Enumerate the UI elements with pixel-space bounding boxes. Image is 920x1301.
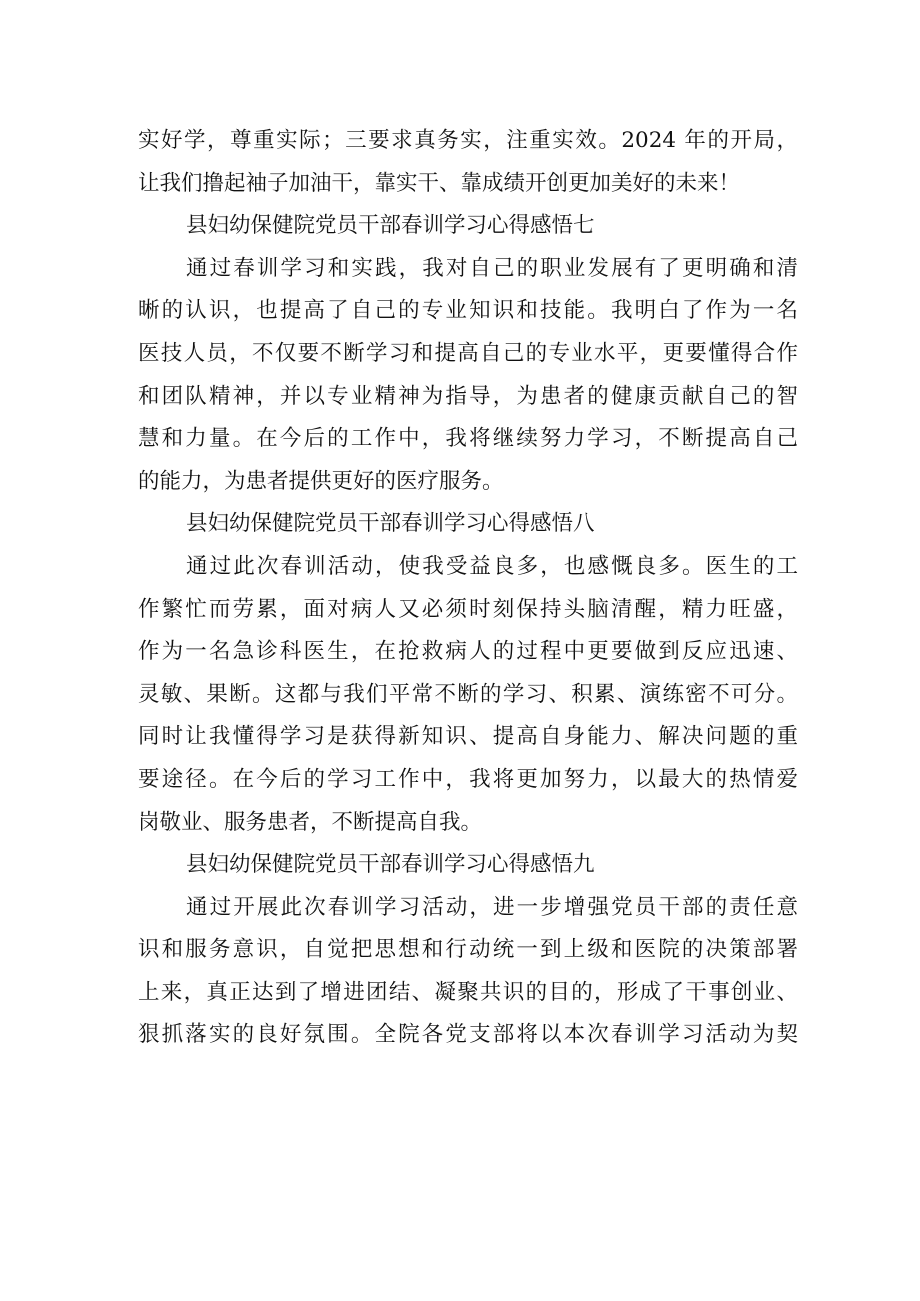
paragraph-line: 让我们撸起袖子加油干，靠实干、靠成绩开创更加美好的未来！: [138, 170, 741, 196]
section-heading: 县妇幼保健院党员干部春训学习心得感悟八: [186, 511, 595, 537]
document-body: [138, 120, 798, 1057]
paragraph-line: 医技人员，不仅要不断学习和提高自己的专业水平，更要懂得合作: [138, 340, 798, 366]
paragraph-line: 晰的认识，也提高了自己的专业知识和技能。我明白了作为一名: [138, 298, 798, 324]
paragraph-line: 灵敏、果断。这都与我们平常不断的学习、积累、演练密不可分。: [138, 681, 798, 707]
paragraph-line: 作为一名急诊科医生，在抢救病人的过程中更要做到反应迅速、: [138, 639, 798, 665]
paragraph-line: 实好学，尊重实际；三要求真务实，注重实效。2024 年的开局，: [138, 128, 798, 153]
paragraph-line: 要途径。在今后的学习工作中，我将更加努力，以最大的热情爱: [138, 766, 798, 792]
paragraph-line: 岗敬业、服务患者，不断提高自我。: [138, 809, 483, 835]
paragraph-line: 作繁忙而劳累，面对病人又必须时刻保持头脑清醒，精力旺盛，: [138, 596, 798, 622]
section-heading: 县妇幼保健院党员干部春训学习心得感悟九: [186, 852, 595, 878]
paragraph-line: 通过此次春训活动，使我受益良多，也感慨良多。医生的工: [186, 553, 798, 579]
paragraph-line: 慧和力量。在今后的工作中，我将继续努力学习，不断提高自己: [138, 426, 798, 452]
paragraph-line: 和团队精神，并以专业精神为指导，为患者的健康贡献自己的智: [138, 383, 798, 409]
paragraph-line: 的能力，为患者提供更好的医疗服务。: [138, 468, 504, 494]
paragraph-line: 识和服务意识，自觉把思想和行动统一到上级和医院的决策部署: [138, 937, 798, 963]
paragraph-line: 同时让我懂得学习是获得新知识、提高自身能力、解决问题的重: [138, 724, 798, 750]
section-heading: 县妇幼保健院党员干部春训学习心得感悟七: [186, 213, 595, 239]
paragraph-line: 狠抓落实的良好氛围。全院各党支部将以本次春训学习活动为契: [138, 1022, 798, 1048]
paragraph-line: 通过春训学习和实践，我对自己的职业发展有了更明确和清: [186, 255, 798, 281]
paragraph-line: 通过开展此次春训学习活动，进一步增强党员干部的责任意: [186, 894, 798, 920]
paragraph-line: 上来，真正达到了增进团结、凝聚共识的目的，形成了干事创业、: [138, 979, 798, 1005]
